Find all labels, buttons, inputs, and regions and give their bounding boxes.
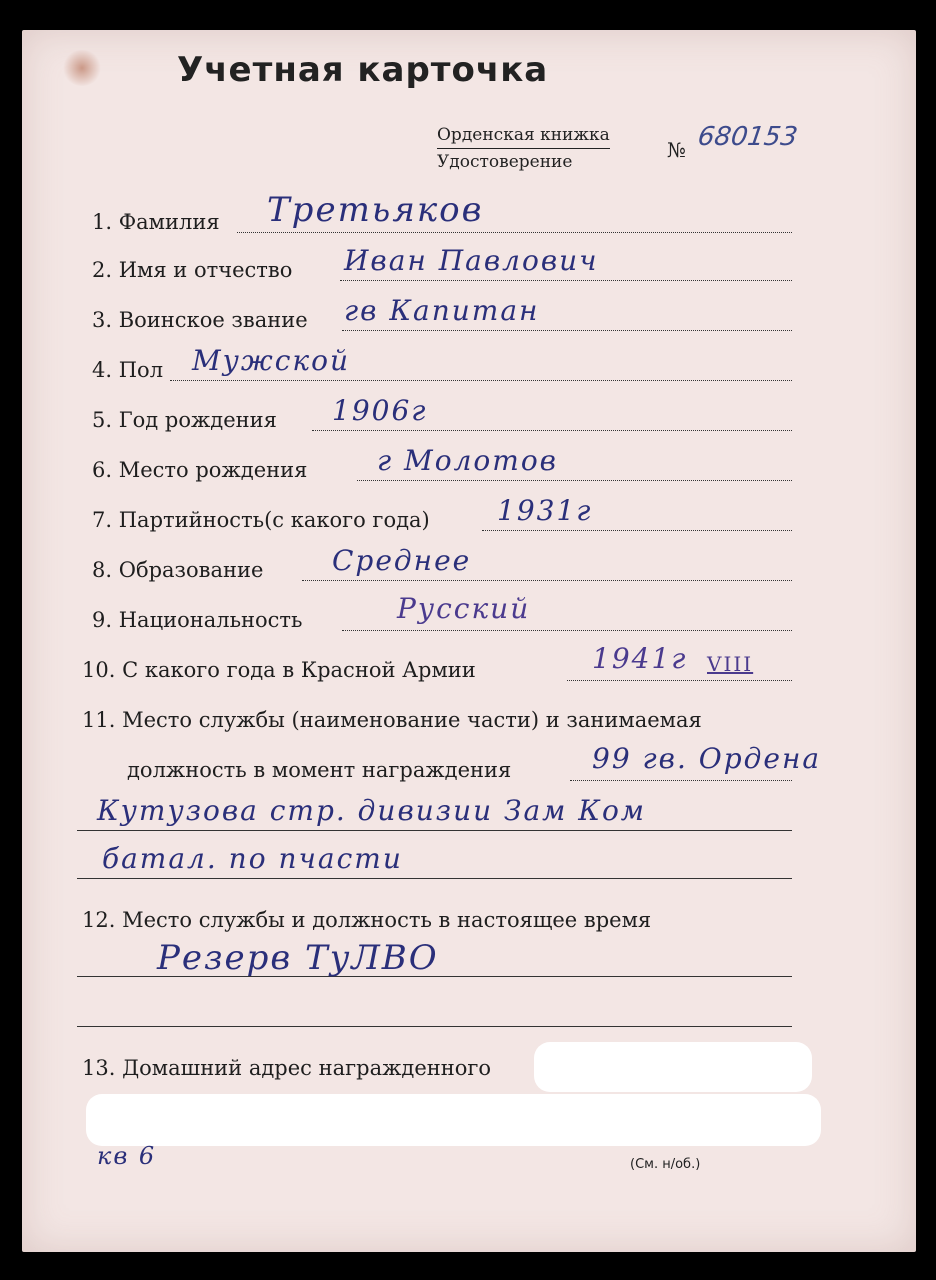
field-9-line [342, 630, 792, 631]
field-7-value: 1931г [497, 494, 593, 527]
field-label: Место рождения [118, 458, 308, 482]
field-number: 3. [92, 308, 113, 332]
number-label: № [667, 138, 686, 162]
field-4-label [92, 358, 163, 382]
field-number: 11. [82, 708, 116, 732]
field-7-label [92, 508, 430, 532]
field-12-line2 [77, 1026, 792, 1027]
field-12-label [82, 908, 651, 932]
field-11-line3 [77, 878, 792, 879]
field-3-line [342, 330, 792, 331]
see-reverse-note: (См. н/об.) [630, 1157, 701, 1172]
field-label: Образование [118, 558, 264, 582]
field-number: 9. [92, 608, 113, 632]
field-11-value-line1: 99 гв. Ордена [592, 742, 822, 775]
field-number: 13. [82, 1056, 116, 1080]
booklet-line1: Орденская книжка [437, 122, 610, 149]
field-3-value: гв Капитан [344, 294, 540, 327]
field-label: Воинское звание [118, 308, 308, 332]
field-number: 7. [92, 508, 113, 532]
field-label: Пол [118, 358, 164, 382]
field-9-value: Русский [397, 592, 531, 625]
stain-mark [62, 50, 102, 86]
field-label: Домашний адрес награжденного [122, 1056, 492, 1080]
field-13-label [82, 1056, 491, 1080]
field-6-line [357, 480, 792, 481]
field-label: Год рождения [118, 408, 277, 432]
field-11-label [82, 708, 702, 732]
field-label: Имя и отчество [118, 258, 293, 282]
field-9-label [92, 608, 302, 632]
field-6-label [92, 458, 307, 482]
booklet-line2: Удостоверение [437, 152, 573, 172]
field-11-line2 [77, 830, 792, 831]
card-title: Учетная карточка [177, 50, 549, 90]
field-1-value: Третьяков [267, 190, 484, 230]
field-number: 2. [92, 258, 113, 282]
field-10-extra: VIII [707, 652, 754, 676]
field-label: Партийность(с какого года) [118, 508, 430, 532]
field-5-line [312, 430, 792, 431]
field-8-label [92, 558, 263, 582]
record-card [22, 30, 916, 1252]
field-12-value: Резерв ТуЛВО [157, 938, 439, 978]
field-label: Национальность [118, 608, 303, 632]
field-11-value-line3: батал. по пчасти [102, 842, 403, 875]
field-6-value: г Молотов [377, 444, 558, 477]
field-11-label-line2: должность в момент награждения [127, 758, 512, 782]
field-10-value: 1941г [592, 642, 688, 675]
field-10-label [82, 658, 476, 682]
booklet-number: 680153 [695, 122, 800, 152]
field-label: С какого года в Красной Армии [122, 658, 476, 682]
field-8-value: Среднее [332, 544, 472, 577]
field-label: Место службы (наименование части) и занимаемая [122, 708, 702, 732]
field-1-label [92, 210, 220, 234]
field-2-label [92, 258, 292, 282]
field-number: 8. [92, 558, 113, 582]
field-11-line1 [570, 780, 792, 781]
field-4-value: Мужской [192, 344, 351, 377]
field-1-line [237, 232, 792, 233]
field-2-value: Иван Павлович [344, 244, 599, 277]
field-8-line [302, 580, 792, 581]
field-2-line [340, 280, 792, 281]
field-13-value-line3: кв 6 [97, 1142, 157, 1170]
field-label: Фамилия [118, 210, 220, 234]
field-label: Место службы и должность в настоящее время [122, 908, 652, 932]
field-3-label [92, 308, 308, 332]
field-number: 10. [82, 658, 116, 682]
field-11-value-line2: Кутузова стр. дивизии Зам Ком [97, 794, 647, 827]
field-10-line [567, 680, 792, 681]
field-number: 4. [92, 358, 113, 382]
booklet-type [437, 122, 610, 175]
field-number: 6. [92, 458, 113, 482]
field-number: 5. [92, 408, 113, 432]
field-number: 1. [92, 210, 113, 234]
field-4-line [170, 380, 792, 381]
field-number: 12. [82, 908, 116, 932]
field-5-value: 1906г [332, 394, 428, 427]
field-5-label [92, 408, 277, 432]
redaction-box [86, 1094, 821, 1146]
field-7-line [482, 530, 792, 531]
redaction-box [534, 1042, 812, 1092]
